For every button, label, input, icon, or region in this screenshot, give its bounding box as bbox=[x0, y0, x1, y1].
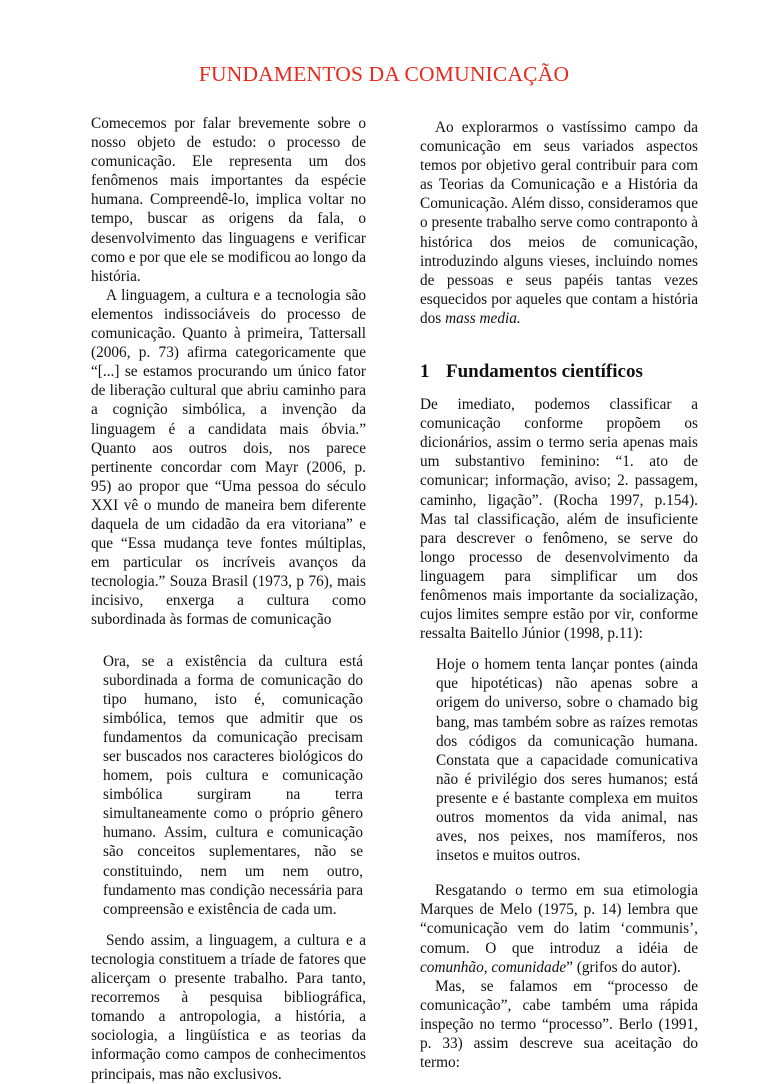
emphasis-text: mass media. bbox=[445, 309, 521, 327]
section-title: Fundamentos científicos bbox=[446, 361, 643, 383]
emphasis-text: comunhão, comunidade bbox=[420, 958, 567, 976]
paragraph: Mas, se falamos em “processo de comunicação”, cabe também uma rápida inspeção no termo “processo”. Berlo (1991, p. 33) assim descreve sua aceitação do termo: bbox=[420, 977, 698, 1072]
block-quote: Hoje o homem tenta lançar pontes (ainda que hipotéticas) não apenas sobre a origem do universo, sobre o chamado big bang, mas também sobre as raízes remotas dos códigos da comunicação humana. Constata que a capacidade comunicativa não é privilégio dos seres humanos; está presente e é bastante complexa em muitos outros momentos da vida animal, nas aves, nos peixes, nos mamíferos, nos insetos e muitos outros. bbox=[436, 656, 698, 865]
block-quote: Ora, se a existência da cultura está subordinada a forma de comunicação do tipo humano, isto é, comunicação simbólica, temos que admitir que os fundamentos da comunicação precisam ser buscados nos caracteres biológicos do homem, pois cultura e comunicação simbólica surgiram na terra simultaneamente como o próprio gênero humano. Assim, cultura e comunicação são conceitos suplementares, não se constituindo, nem um nem outro, fundamento mas condição necessária para compreensão e existência de cada um. bbox=[103, 652, 363, 918]
paragraph-text: ” (grifos do autor). bbox=[566, 958, 681, 976]
section-heading bbox=[420, 361, 698, 383]
paragraph: Comecemos por falar brevemente sobre o nosso objeto de estudo: o processo de comunicação. Ele representa um dos fenômenos mais importantes da espécie humana. Compreendê-lo, implica voltar no tempo, buscar as origens da fala, o desenvolvimento das linguagens e verificar como e por que ele se modificou ao longo da história. bbox=[91, 115, 366, 285]
paragraph: De imediato, podemos classificar a comunicação conforme propõem os dicionários, assim o termo seria apenas mais um substantivo feminino: “1. ato de comunicar; informação, aviso; 2. passagem, caminho, ligação”. (Rocha 1997, p.154). Mas tal classificação, além de insuficiente para descrever o fenômeno, se serve do longo processo de desenvolvimento da linguagem para simplificar um dos fenômenos mais importante da socialização, cujos limites sempre estão por vir, conforme ressalta Baitello Júnior (1998, p.11): bbox=[420, 396, 698, 643]
document-title: FUNDAMENTOS DA COMUNICAÇÃO bbox=[198, 62, 570, 86]
paragraph-text: Resgatando o termo em sua etimologia Marques de Melo (1975, p. 14) lembra que “comunicação vem do latim ‘communis’, comum. O que introduz a idéia de bbox=[420, 882, 698, 957]
right-column bbox=[420, 118, 698, 1072]
paragraph: A linguagem, a cultura e a tecnologia são elementos indissociáveis do processo de comunicação. Quanto à primeira, Tattersall (2006, p. 73) afirma categoricamente que “[...] se estamos procurando um único fator de liberação cultural que abriu caminho para a cognição simbólica, a invenção da linguagem é a candidata mais óbvia.” Quanto aos outros dois, nos parece pertinente concordar com Mayr (2006, p. 95) ao propor que “Uma pessoa do século XXI vê o mundo de maneira bem diferente daquela de um cidadão da era vitoriana” e que “Essa mudança teve fontes múltiplas, em particular os incríveis avanços da tecnologia.” Souza Brasil (1973, p 76), mais incisivo, enxerga a cultura como subordinada às formas de comunicação bbox=[91, 286, 366, 629]
left-column bbox=[91, 114, 366, 1084]
section-number: 1 bbox=[420, 361, 430, 383]
paragraph bbox=[420, 118, 698, 328]
paragraph bbox=[420, 881, 698, 976]
paragraph: Sendo assim, a linguagem, a cultura e a tecnologia constituem a tríade de fatores que alicerçam o presente trabalho. Para tanto, recorremos à pesquisa bibliográfica, tomando a antropologia, a história, a sociologia, a lingüística e as teorias da informação como campos de conhecimentos principais, mas não exclusivos. bbox=[91, 931, 366, 1083]
paragraph-text: Ao explorarmos o vastíssimo campo da comunicação em seus variados aspectos temos por objetivo geral contribuir para com as Teorias da Comunicação e a História da Comunicação. Além disso, consideramos que o presente trabalho serve como contraponto à histórica dos meios de comunicação, introduzindo alguns vieses, incluindo nomes de pessoas e seus papéis tantas vezes esquecidos por aqueles que contam a história dos bbox=[420, 119, 698, 327]
